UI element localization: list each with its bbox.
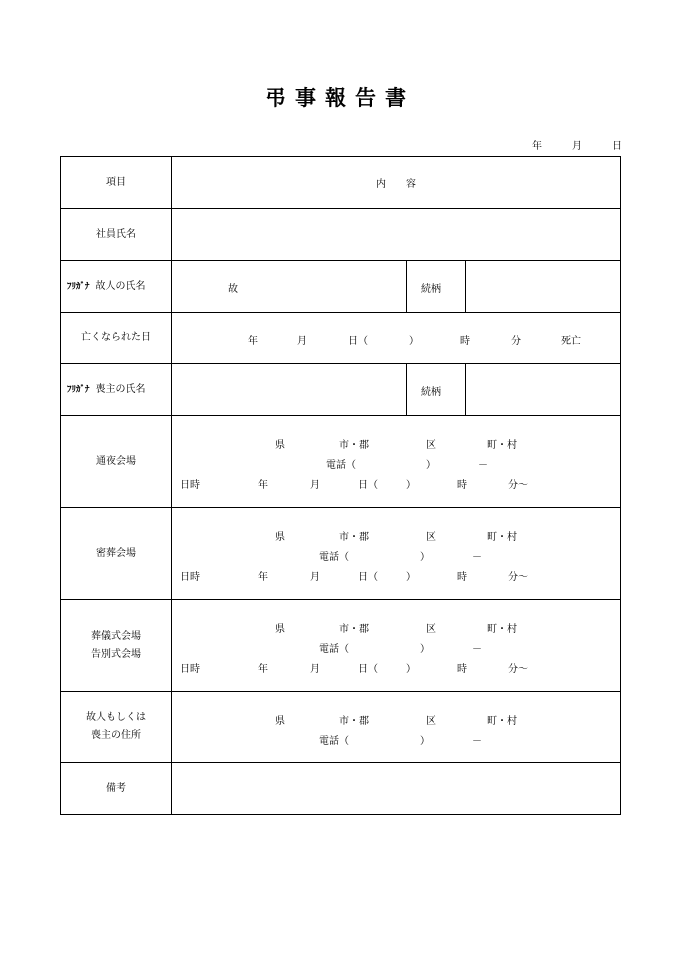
funeral-dash: － [472,552,482,563]
address-label-cell [61,692,172,763]
chief-mourner-label-cell [61,364,172,416]
ceremony-town: 町・村 [487,624,517,635]
wake-field[interactable] [172,416,621,508]
deceased-kana: ﾌﾘｶﾞﾅ [67,281,90,292]
ceremony-datetime-label: 日時 [180,664,200,675]
ceremony-hour: 時 [457,664,467,675]
table-header-row [61,157,621,209]
ceremony-month: 月 [310,664,320,675]
date-month: 月 [572,141,582,152]
deceased-field[interactable] [172,261,621,313]
ceremony-dash: － [472,644,482,655]
ceremony-ward: 区 [426,624,436,635]
ceremony-phone: 電話（ [319,644,349,655]
death-year: 年 [248,336,258,347]
ceremony-year: 年 [258,664,268,675]
wake-minute: 分～ [508,480,528,491]
wake-label: 通夜会場 [61,416,172,508]
deceased-relation-label: 続柄 [421,284,441,295]
address-town: 町・村 [487,716,517,727]
funeral-label: 密葬会場 [61,508,172,600]
report-table [60,156,621,815]
header-content-label: 内 容 [376,179,416,190]
deceased-prefix: 故 [228,284,238,295]
funeral-phone: 電話（ [319,552,349,563]
deceased-label: 故人の氏名 [95,280,146,292]
funeral-phone-close: ） [420,552,430,563]
death-month: 月 [297,336,307,347]
date-day: 日 [612,141,622,152]
ceremony-label-1: 葬儀式会場 [91,630,141,642]
chief-mourner-divider-1 [406,364,407,415]
chief-mourner-relation-label: 続柄 [421,387,441,398]
funeral-town: 町・村 [487,532,517,543]
funeral-hour: 時 [457,572,467,583]
wake-year: 年 [258,480,268,491]
death-day: 日（ [348,336,368,347]
address-label-2: 喪主の住所 [91,730,141,741]
address-field[interactable] [172,692,621,763]
ceremony-label-2: 告別式会場 [91,648,141,660]
deceased-label-cell [61,261,172,313]
chief-mourner-row [61,364,621,416]
wake-dash: － [478,460,488,471]
funeral-datetime-label: 日時 [180,572,200,583]
deceased-divider-2 [465,261,466,312]
ceremony-label-cell [61,600,172,692]
wake-prefecture: 県 [275,440,285,451]
deceased-row [61,261,621,313]
ceremony-row [61,600,621,692]
header-item: 項目 [61,157,172,209]
wake-hour: 時 [457,480,467,491]
remarks-row [61,763,621,815]
funeral-minute: 分～ [508,572,528,583]
address-prefecture: 県 [275,716,285,727]
address-dash: － [472,736,482,747]
employee-input[interactable] [172,209,621,261]
deceased-divider-1 [406,261,407,312]
death-date-row [61,313,621,364]
ceremony-prefecture: 県 [275,624,285,635]
address-phone-close: ） [420,736,430,747]
death-close: ） [409,336,419,347]
date-year: 年 [532,141,542,152]
wake-city: 市・郡 [339,440,369,451]
death-minute: 分 [511,336,521,347]
ceremony-city: 市・郡 [339,624,369,635]
wake-day: 日（ [358,480,378,491]
wake-close: ） [406,480,416,491]
address-ward: 区 [426,716,436,727]
death-date-field[interactable] [172,313,621,364]
chief-mourner-label: 喪主の氏名 [95,383,146,395]
remarks-input[interactable] [172,763,621,815]
address-phone: 電話（ [319,736,349,747]
funeral-city: 市・郡 [339,532,369,543]
ceremony-field[interactable] [172,600,621,692]
address-label-1: 故人もしくは [86,712,146,723]
funeral-close: ） [406,572,416,583]
ceremony-close: ） [406,664,416,675]
funeral-day: 日（ [358,572,378,583]
wake-ward: 区 [426,440,436,451]
funeral-year: 年 [258,572,268,583]
death-suffix: 死亡 [561,336,581,347]
ceremony-day: 日（ [358,664,378,675]
chief-mourner-kana: ﾌﾘｶﾞﾅ [67,384,90,395]
ceremony-minute: 分～ [508,664,528,675]
date-line [532,137,622,152]
funeral-row [61,508,621,600]
wake-datetime-label: 日時 [180,480,200,491]
chief-mourner-divider-2 [465,364,466,415]
wake-phone-close: ） [426,460,436,471]
death-date-label: 亡くなられた日 [61,313,172,364]
wake-month: 月 [310,480,320,491]
wake-town: 町・村 [487,440,517,451]
address-city: 市・郡 [339,716,369,727]
employee-label: 社員氏名 [61,209,172,261]
death-hour: 時 [460,336,470,347]
remarks-label: 備考 [61,763,172,815]
header-content [172,157,621,209]
wake-row [61,416,621,508]
page-title: 弔事報告書 [265,85,415,110]
employee-row [61,209,621,261]
funeral-ward: 区 [426,532,436,543]
chief-mourner-field[interactable] [172,364,621,416]
funeral-month: 月 [310,572,320,583]
address-row [61,692,621,763]
wake-phone: 電話（ [326,460,356,471]
funeral-prefecture: 県 [275,532,285,543]
funeral-field[interactable] [172,508,621,600]
ceremony-phone-close: ） [420,644,430,655]
